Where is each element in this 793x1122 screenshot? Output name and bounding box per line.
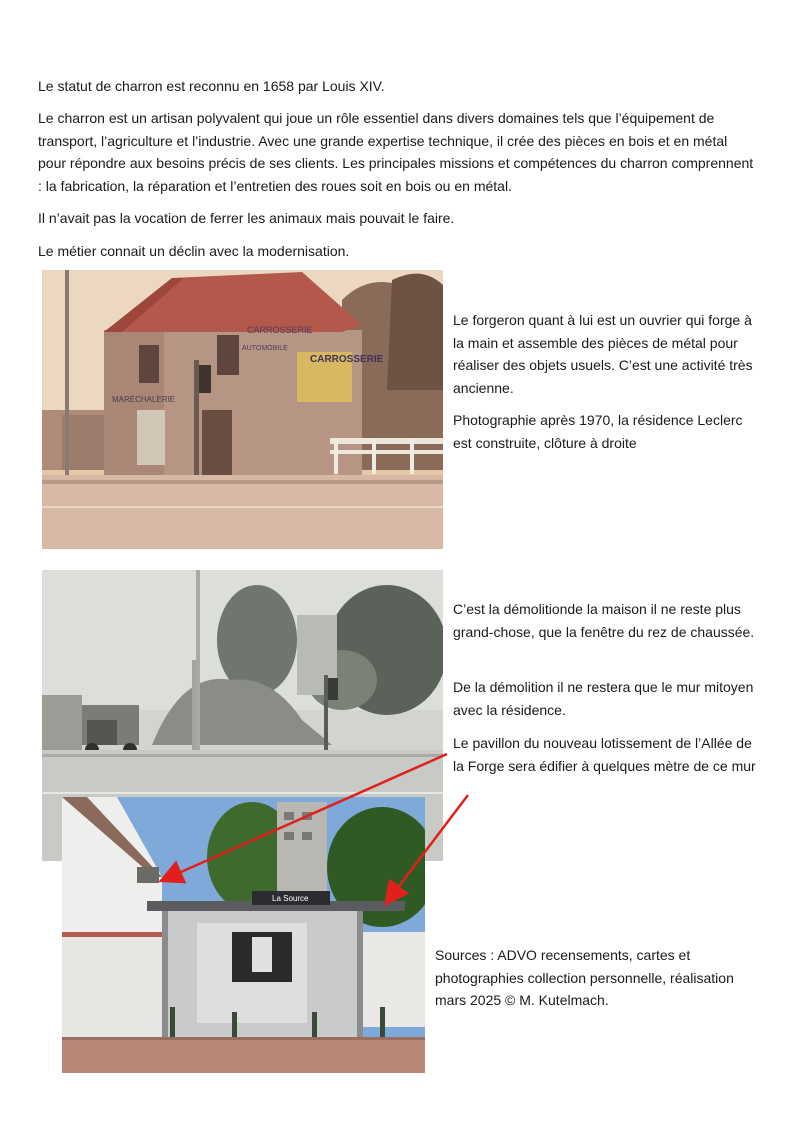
section1-paragraph-2: Photographie après 1970, la résidence Leclerc est construite, clôture à droite [453,412,743,451]
bus-stop-name: La Source [272,894,309,903]
house-sign-4: MARÉCHALERIE [112,395,176,404]
intro-paragraph-3: Il n’avait pas la vocation de ferrer les animaux mais pouvait le faire. [38,210,455,226]
section2-paragraph-3: Le pavillon du nouveau lotissement de l’Allée de la Forge sera édifier à quelques mètre de ce mur [453,735,756,774]
house-sign-1: CARROSSERIE [247,325,313,335]
bus-stop-photo [62,797,425,1073]
intro-paragraph-1: Le statut de charron est reconnu en 1658 par Louis XIV. [38,78,385,94]
house-sign-3: CARROSSERIE [310,354,384,365]
old-house-photo [42,270,443,549]
sources-note: Sources : ADVO recensements, cartes et photographies collection personnelle, réalisation mars 2025 © M. Kutelmach. [435,947,734,1008]
section1-paragraph-1: Le forgeron quant à lui est un ouvrier qui forge à la main et assemble des pièces de métal pour réaliser des objets usuels. C’est une activité très ancienne. [453,312,753,396]
intro-paragraph-4: Le métier connait un déclin avec la modernisation. [38,243,350,259]
section2-paragraph-2: De la démolition il ne restera que le mur mitoyen avec la résidence. [453,679,754,718]
house-sign-2: AUTOMOBILE [242,345,288,352]
intro-paragraph-2: Le charron est un artisan polyvalent qui joue un rôle essentiel dans divers domaines tels que l’équipement de transport, l’agriculture et l’industrie. Avec une grande expertise technique, il crée des pièces en bois et en métal pour répondre aux besoins précis de ses clients. Les principales missions et compétences du charron comprennent : la fabrication, la réparation et l’entretien des roues soit en bois ou en métal. [38,110,754,194]
section2-paragraph-1: C’est la démolitionde la maison il ne reste plus grand-chose, que la fenêtre du rez de chaussée. [453,601,755,640]
